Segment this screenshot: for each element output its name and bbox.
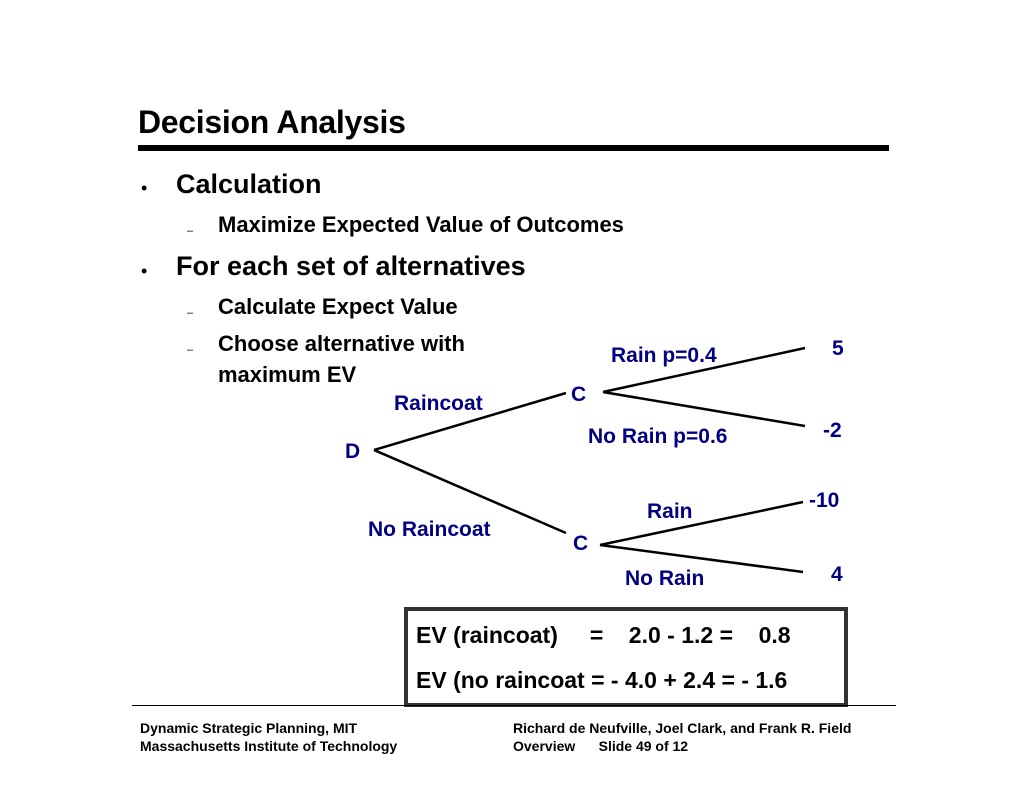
bullet-alternatives: For each set of alternatives xyxy=(176,251,526,281)
decision-node-label: D xyxy=(345,440,361,463)
footer-right-line1: Richard de Neufville, Joel Clark, and Frank R. Field xyxy=(513,720,852,736)
ev-raincoat: EV (raincoat) = 2.0 - 1.2 = 0.8 xyxy=(416,622,791,648)
bullet-glyph: • xyxy=(141,261,148,281)
branch-rain-top-label: Rain p=0.4 xyxy=(611,344,717,367)
branch-raincoat-label: Raincoat xyxy=(394,392,483,415)
branch-rain-bottom-label: Rain xyxy=(647,500,693,523)
sub-bullet-calculate-ev: Calculate Expect Value xyxy=(218,294,458,319)
sub-bullet-glyph: – xyxy=(187,225,194,237)
outcome-value: -10 xyxy=(809,489,840,512)
bullet-glyph: • xyxy=(141,178,148,198)
sub-bullet-maximize-ev: Maximize Expected Value of Outcomes xyxy=(218,212,624,237)
footer-right-line2: Overview Slide 49 of 12 xyxy=(513,738,689,754)
outcome-value: -2 xyxy=(823,419,842,442)
branch-no-raincoat-label: No Raincoat xyxy=(368,518,491,541)
branch-no-rain-top-label: No Rain p=0.6 xyxy=(588,425,728,448)
bullet-calculation: Calculation xyxy=(176,169,322,199)
branch-no-rain-bottom-label: No Rain xyxy=(625,567,705,590)
sub-bullet-choose-alternative: Choose alternative with xyxy=(218,331,465,356)
chance-node-bottom-label: C xyxy=(573,532,589,555)
sub-bullet-glyph: – xyxy=(187,344,194,356)
outcome-value: 5 xyxy=(832,337,844,360)
footer-left-line1: Dynamic Strategic Planning, MIT xyxy=(140,720,358,736)
outcome-value: 4 xyxy=(831,563,843,586)
sub-bullet-glyph: – xyxy=(187,307,194,319)
sub-bullet-choose-alternative-cont: maximum EV xyxy=(218,362,357,387)
branch-line-no-rain-top xyxy=(603,392,805,426)
footer-rule xyxy=(132,705,896,706)
ev-no-raincoat: EV (no raincoat = - 4.0 + 2.4 = - 1.6 xyxy=(416,667,788,693)
chance-node-top-label: C xyxy=(571,383,587,406)
slide-title: Decision Analysis xyxy=(138,104,406,140)
footer-left-line2: Massachusetts Institute of Technology xyxy=(140,738,398,754)
branch-line-rain-bottom xyxy=(600,502,803,545)
